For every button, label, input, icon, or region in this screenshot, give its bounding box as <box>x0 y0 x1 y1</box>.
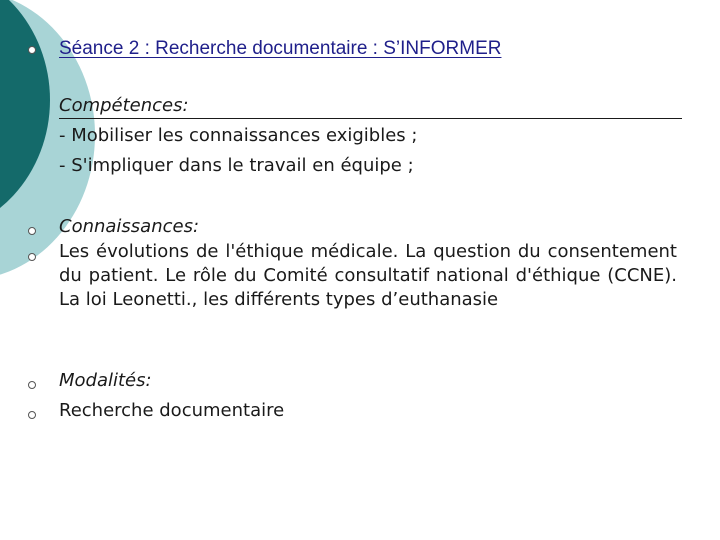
competences-item: - S'impliquer dans le travail en équipe ; <box>59 155 414 176</box>
slide-title: Séance 2 : Recherche documentaire : S’INFORMER <box>59 38 502 59</box>
bullet-icon <box>28 381 36 389</box>
modalites-text: Recherche documentaire <box>59 400 285 421</box>
competences-item: - Mobiliser les connaissances exigibles ; <box>59 125 418 146</box>
connaissances-text: Les évolutions de l'éthique médicale. La question du consentement du patient. Le rôle du Comité consultatif national d'éthique (CCNE). La loi Leonetti., les différents types d’euthanasie <box>59 241 677 310</box>
modalites-heading: Modalités: <box>59 370 152 391</box>
competences-heading: Compétences: <box>59 95 189 116</box>
bullet-icon <box>28 253 36 261</box>
connaissances-heading: Connaissances: <box>59 216 200 237</box>
heading-underline <box>59 118 682 119</box>
bullet-icon <box>28 411 36 419</box>
bullet-icon <box>28 227 36 235</box>
bullet-icon <box>28 46 36 54</box>
